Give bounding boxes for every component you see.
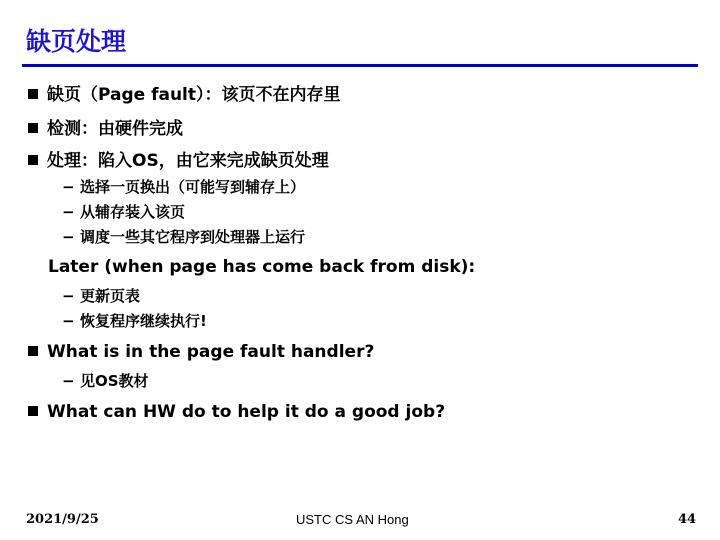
footer-author: USTC CS AN Hong: [296, 512, 409, 527]
sub-item-os-book: − 见OS教材: [62, 372, 149, 390]
bullet-text: 处理：陷入OS，由它来完成缺页处理: [47, 151, 329, 171]
sub-item-swap-out: − 选择一页换出（可能写到辅存上）: [62, 178, 306, 196]
square-bullet-icon: [28, 123, 38, 133]
sub-item-update-table: − 更新页表: [62, 287, 141, 305]
bullet-detect: [28, 114, 183, 139]
square-bullet-icon: [28, 346, 38, 356]
square-bullet-icon: [28, 89, 38, 99]
sub-item-load-page: − 从辅存装入该页: [62, 203, 186, 221]
dash-icon: −: [62, 203, 75, 221]
bullet-handler: [28, 342, 374, 362]
dash-icon: −: [62, 228, 75, 246]
bullet-text: 缺页（Page fault）：该页不在内存里: [47, 85, 341, 105]
footer-date: 2021/9/25: [26, 512, 99, 527]
bullet-text: What is in the page fault handler?: [47, 342, 375, 362]
sub-item-schedule: − 调度一些其它程序到处理器上运行: [62, 228, 306, 246]
sub-item-resume: − 恢复程序继续执行!: [62, 312, 207, 330]
dash-icon: −: [62, 287, 75, 305]
bullet-text: What can HW do to help it do a good job?: [47, 402, 446, 422]
square-bullet-icon: [28, 155, 38, 165]
bullet-text: 检测：由硬件完成: [47, 119, 183, 139]
square-bullet-icon: [28, 406, 38, 416]
bullet-page-fault: [28, 80, 341, 105]
slide-title: 缺页处理: [26, 27, 127, 56]
title-underline: [22, 64, 698, 67]
bullet-handle: [28, 146, 329, 171]
dash-icon: −: [62, 178, 75, 196]
later-text: Later (when page has come back from disk):: [48, 257, 476, 277]
page-number: 44: [678, 512, 697, 527]
dash-icon: −: [62, 312, 75, 330]
dash-icon: −: [62, 372, 75, 390]
bullet-hw: [28, 402, 445, 422]
